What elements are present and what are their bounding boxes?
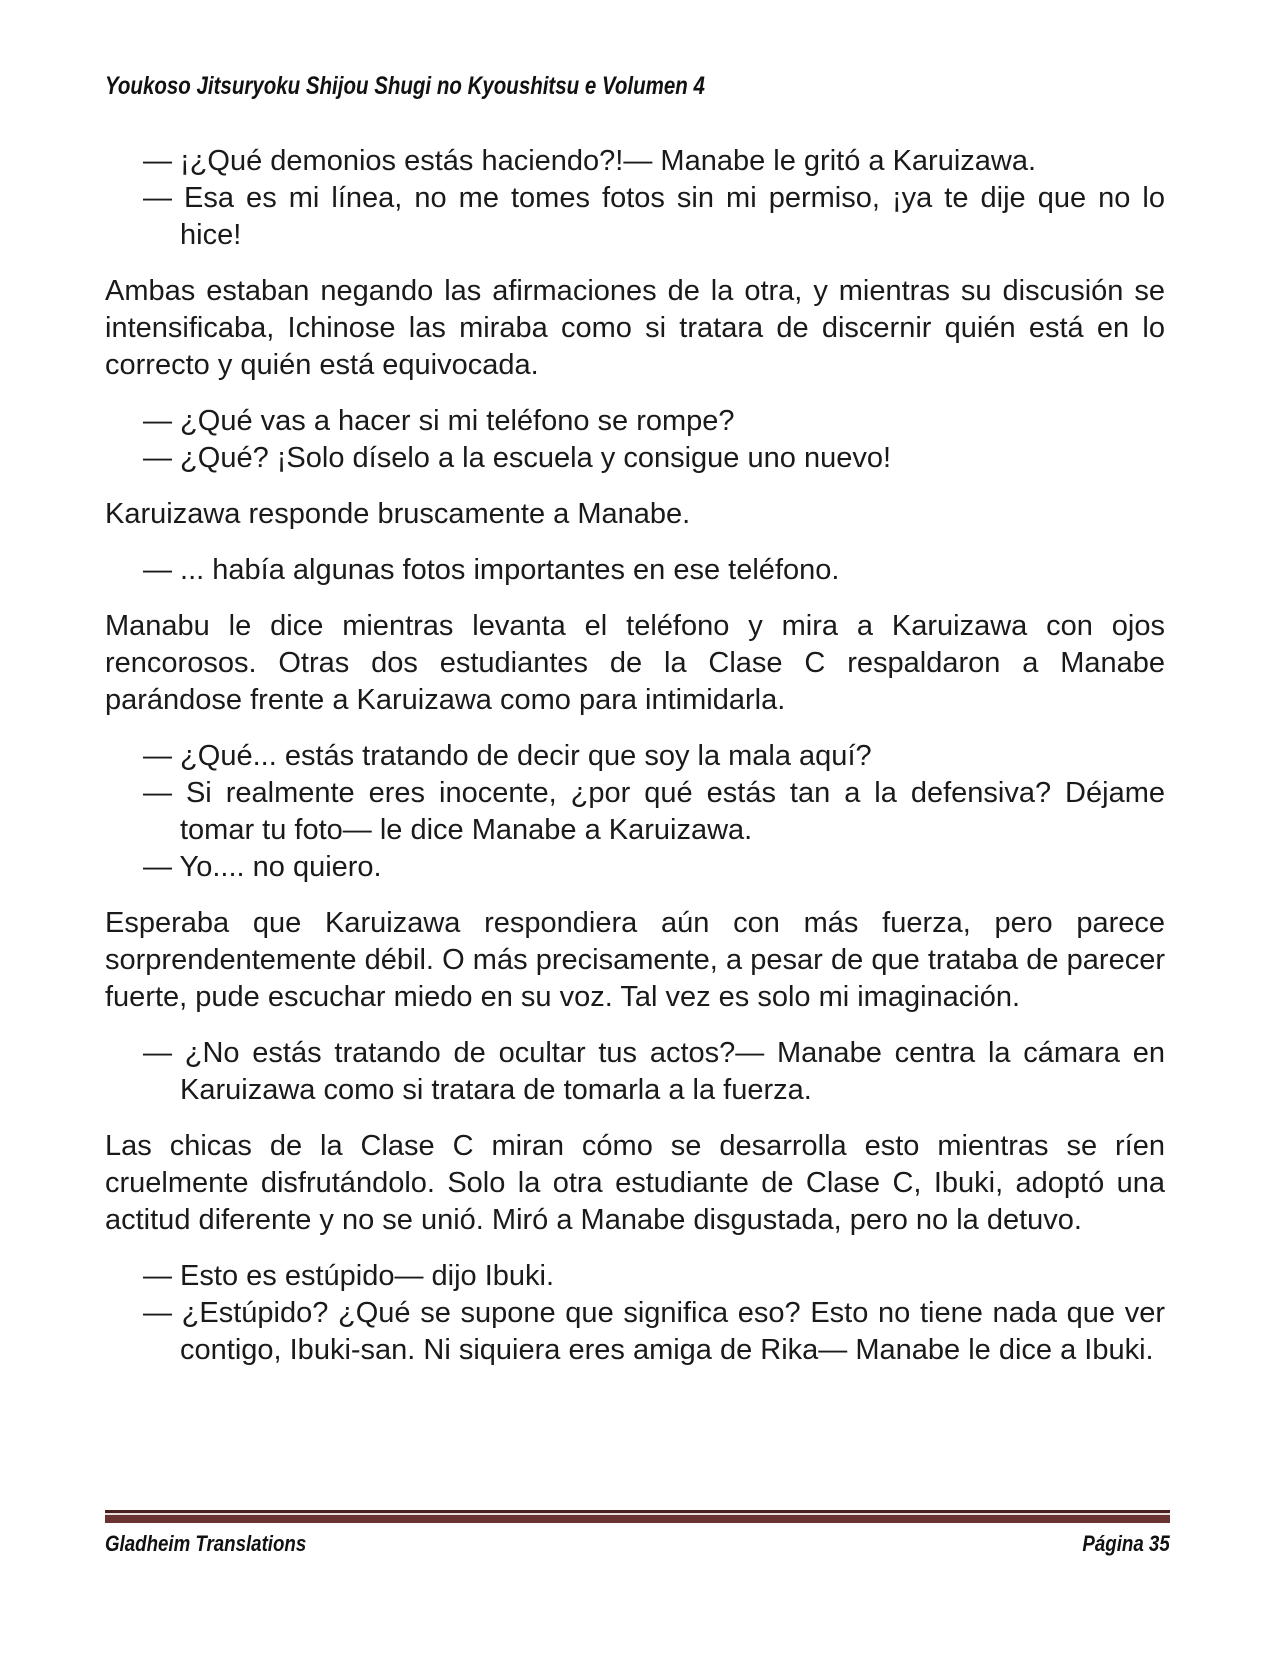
footer-left: [105, 1531, 342, 1557]
dialogue-line: — Esto es estúpido— dijo Ibuki.: [143, 1260, 555, 1292]
paragraph: Manabu le dice mientras levanta el teléfono y mira a Karuizawa con ojos rencorosos. Otras dos estudiantes de la Clase C respaldaron a Manabe parándose frente a Karuizawa como para intimidarla.: [105, 610, 1165, 716]
dialogue-block: [105, 143, 1165, 254]
dialogue-line: — ¿Qué? ¡Solo díselo a la escuela y consigue uno nuevo!: [143, 442, 892, 474]
footer-translator-credit: Gladheim Translations: [105, 1531, 307, 1556]
footer-right: [1067, 1531, 1170, 1557]
page-header: [105, 72, 837, 101]
header-title: Youkoso Jitsuryoku Shijou Shugi no Kyoushitsu e Volumen 4: [105, 72, 705, 100]
dialogue-line: — ... había algunas fotos importantes en ese teléfono.: [143, 554, 840, 586]
footer-rule-main: [105, 1515, 1170, 1523]
dialogue-block: [105, 738, 1165, 886]
dialogue-line: — ¿Estúpido? ¿Qué se supone que significa eso? Esto no tiene nada que ver contigo, Ibuki-san. Ni siquiera eres amiga de Rika— Manabe le dice a Ibuki.: [143, 1297, 1165, 1366]
paragraph: Esperaba que Karuizawa respondiera aún con más fuerza, pero parece sorprendentemente débil. O más precisamente, a pesar de que trataba de parecer fuerte, pude escuchar miedo en su voz. Tal vez es solo mi imaginación.: [105, 907, 1165, 1013]
dialogue-block: [105, 403, 1165, 477]
dialogue-line: — ¿No estás tratando de ocultar tus actos?— Manabe centra la cámara en Karuizawa como si tratara de tomarla a la fuerza.: [143, 1037, 1165, 1106]
dialogue-line: — Yo.... no quiero.: [143, 851, 382, 883]
dialogue-block: [105, 1258, 1165, 1369]
dialogue-line: — ¡¿Qué demonios estás haciendo?!— Manabe le gritó a Karuizawa.: [143, 145, 1037, 177]
dialogue-line: — ¿Qué... estás tratando de decir que soy la mala aquí?: [143, 740, 872, 772]
page-footer: [105, 1531, 1170, 1557]
footer-rule: [105, 1510, 1170, 1523]
dialogue-block: [105, 1035, 1165, 1109]
paragraph: Karuizawa responde bruscamente a Manabe.: [105, 498, 691, 530]
dialogue-line: — ¿Qué vas a hacer si mi teléfono se rompe?: [143, 405, 735, 437]
dialogue-block: [105, 552, 1165, 589]
dialogue-line: — Esa es mi línea, no me tomes fotos sin mi permiso, ¡ya te dije que no lo hice!: [143, 182, 1165, 251]
paragraph: Las chicas de la Clase C miran cómo se desarrolla esto mientras se ríen cruelmente disfrutándolo. Solo la otra estudiante de Clase C, Ibuki, adoptó una actitud diferente y no se unió. Miró a Manabe disgustada, pero no la detuvo.: [105, 1130, 1165, 1236]
dialogue-line: — Si realmente eres inocente, ¿por qué estás tan a la defensiva? Déjame tomar tu foto— le dice Manabe a Karuizawa.: [143, 777, 1165, 846]
footer-page-number: Página 35: [1082, 1531, 1170, 1556]
document-body: [105, 124, 1165, 1388]
paragraph: Ambas estaban negando las afirmaciones de la otra, y mientras su discusión se intensificaba, Ichinose las miraba como si tratara de discernir quién está en lo correcto y quién está equivocada.: [105, 275, 1165, 381]
